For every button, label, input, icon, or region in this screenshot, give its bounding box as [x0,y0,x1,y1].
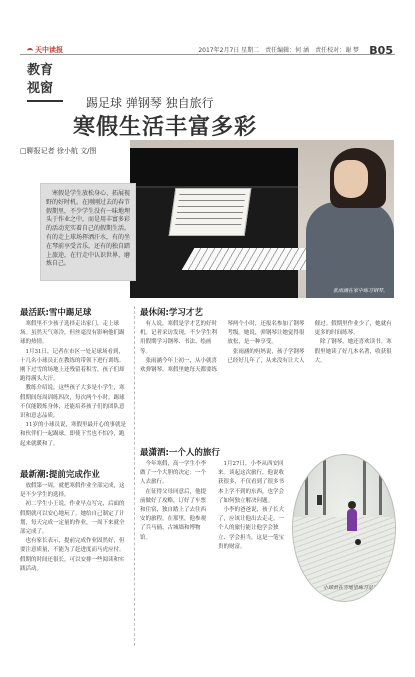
article-byline: □聊报记者 徐小航 文/图 [20,147,97,155]
tree-shape [363,455,366,515]
section4-para: 小李的爸爸说，孩子长大了，应该让他出去走走。一个人的旅行能让他学会独立、学会担当，这是一笔宝贵的财富。 [218,507,285,550]
section4-heading: 最潇洒:一个人的旅行 [140,448,220,458]
lead-box [40,183,136,281]
column-divider [134,306,135,646]
soccer-ball-icon [355,539,361,545]
section-name [27,62,61,98]
section2-para: 也有家长表示，提前完成作业固然好，但要注意质量，不能为了赶进度而马虎应付。假期的时间还很长，可以安排一些阅读和实践活动。 [20,538,125,572]
section1-para: 11岁的小球员说，寒假里最开心的事就是和伙伴们一起踢球，即使下雪也不怕冷，跑起来就暖和了。 [20,422,126,447]
piano-photo [130,140,394,298]
section2-heading: 最新潮:提前完成作业 [20,470,100,480]
girl-face [334,160,368,198]
child-head [348,501,356,509]
piano-lid [130,148,298,188]
section1-heading: 最活跃:雪中踢足球 [20,308,92,318]
section2-para: 放假第一周，就把寒假作业全部完成，这是不少学生的选择。 [20,483,125,499]
section3-para: 张雨涵今年上初一，从小就喜欢弹钢琴。寒假里她每天都要练琴两个小时，还报名参加了钢琴考级。她说，弹钢琴让她觉得很放松，是一种享受。 [140,321,305,374]
child-figure [317,495,322,505]
header-rule [20,54,395,55]
photo1-caption: 张雨涵在家中练习钢琴。 [332,288,388,294]
tree-shape [379,455,382,515]
tree-shape [305,455,308,515]
section1-para: 教练介绍说，这些孩子大多是小学生，寒假期间每周训练四次，每次两个小时。踢球不仅能锻炼身体，还能培养孩子们的团队意识和意志品质。 [20,385,125,420]
section1-para: 寒假里不少孩子选择走出家门，走上球场。虽然天气寒冷，但丝毫没有影响他们踢球的热情。 [20,321,125,346]
article-subtitle: 踢足球 弹钢琴 独自旅行 [86,96,214,110]
sheet-music [169,188,252,236]
section3-body [140,320,394,375]
soccer-photo [292,454,396,602]
logo-mark-icon [27,48,33,52]
section4-para: 1月27日，小李从西安回来。谈起这次旅行，他说收获很多，不仅看到了很多书本上学不到的东西，也学会了如何独立解决问题。 [218,461,285,504]
section-rule [27,100,63,102]
page-meta: 2017年2月7日 星期二 责任编辑：何 涵 责任校对：谢 梦 [198,47,359,54]
section-name-line2: 视窗 [27,81,54,96]
section-name-line1: 教育 [27,63,54,78]
newspaper-name: 天中读报 [35,46,63,54]
section3-para: 张雨涵的妈妈说，孩子学钢琴已经好几年了，从来没有让大人催过。假期里作业少了，她就有更多的时间练琴。 [227,321,392,364]
section1-body [20,320,128,449]
photo2-caption: 小球员在雪地里练习足球。 [322,585,383,591]
section3-para: 除了钢琴，她还喜欢读书。寒假里她读了好几本名著，收获很大。 [314,339,392,364]
section4-body [140,460,288,552]
tree-shape [323,455,326,515]
child-figure [347,509,357,531]
girl-body [306,202,394,298]
section3-para: 有人说，寒假是学才艺的好时机。记者采访发现，不少学生利用假期学习钢琴、书法、绘画等。 [140,321,218,355]
section3-heading: 最休闲:学习才艺 [140,308,203,318]
section1-para: 1月31日，记者在市区一处足球场看到，十几名小球员正在教练的带领下进行训练。刚下过雪的场地上还残留着积雪，孩子们却跑得满头大汗。 [20,348,125,383]
section4-para: 在征得父母同意后，他提前做好了攻略，订好了车票和住宿，独自踏上了去往西安的旅程。在那里，他参观了兵马俑、古城墙和博物馆。 [140,488,207,541]
section4-para: 今年寒假，高一学生小李做了一个大胆的决定：一个人去旅行。 [140,461,207,486]
section2-body [20,482,128,574]
section2-para: 初二学生小王说，作业早点写完，后面的假期就可以安心地玩了。她给自己制定了计划，每天完成一定量的作业，一周下来就全部完成了。 [20,501,125,536]
article-title: 寒假生活丰富多彩 [73,114,258,140]
lead-text: 寒假是学生放松身心、拓展视野的好时机。在刚刚过去的春节假期里，不少学生没有一味地埋头于作业之中，而是用丰富多彩的活动充实着自己的假期生活。有的走上球场挥洒汗水，有的坐在琴前享受音乐，还有的独自踏上旅途，在行走中认识世界、磨炼自己。 [46,190,131,268]
page-number: B05 [369,44,393,57]
